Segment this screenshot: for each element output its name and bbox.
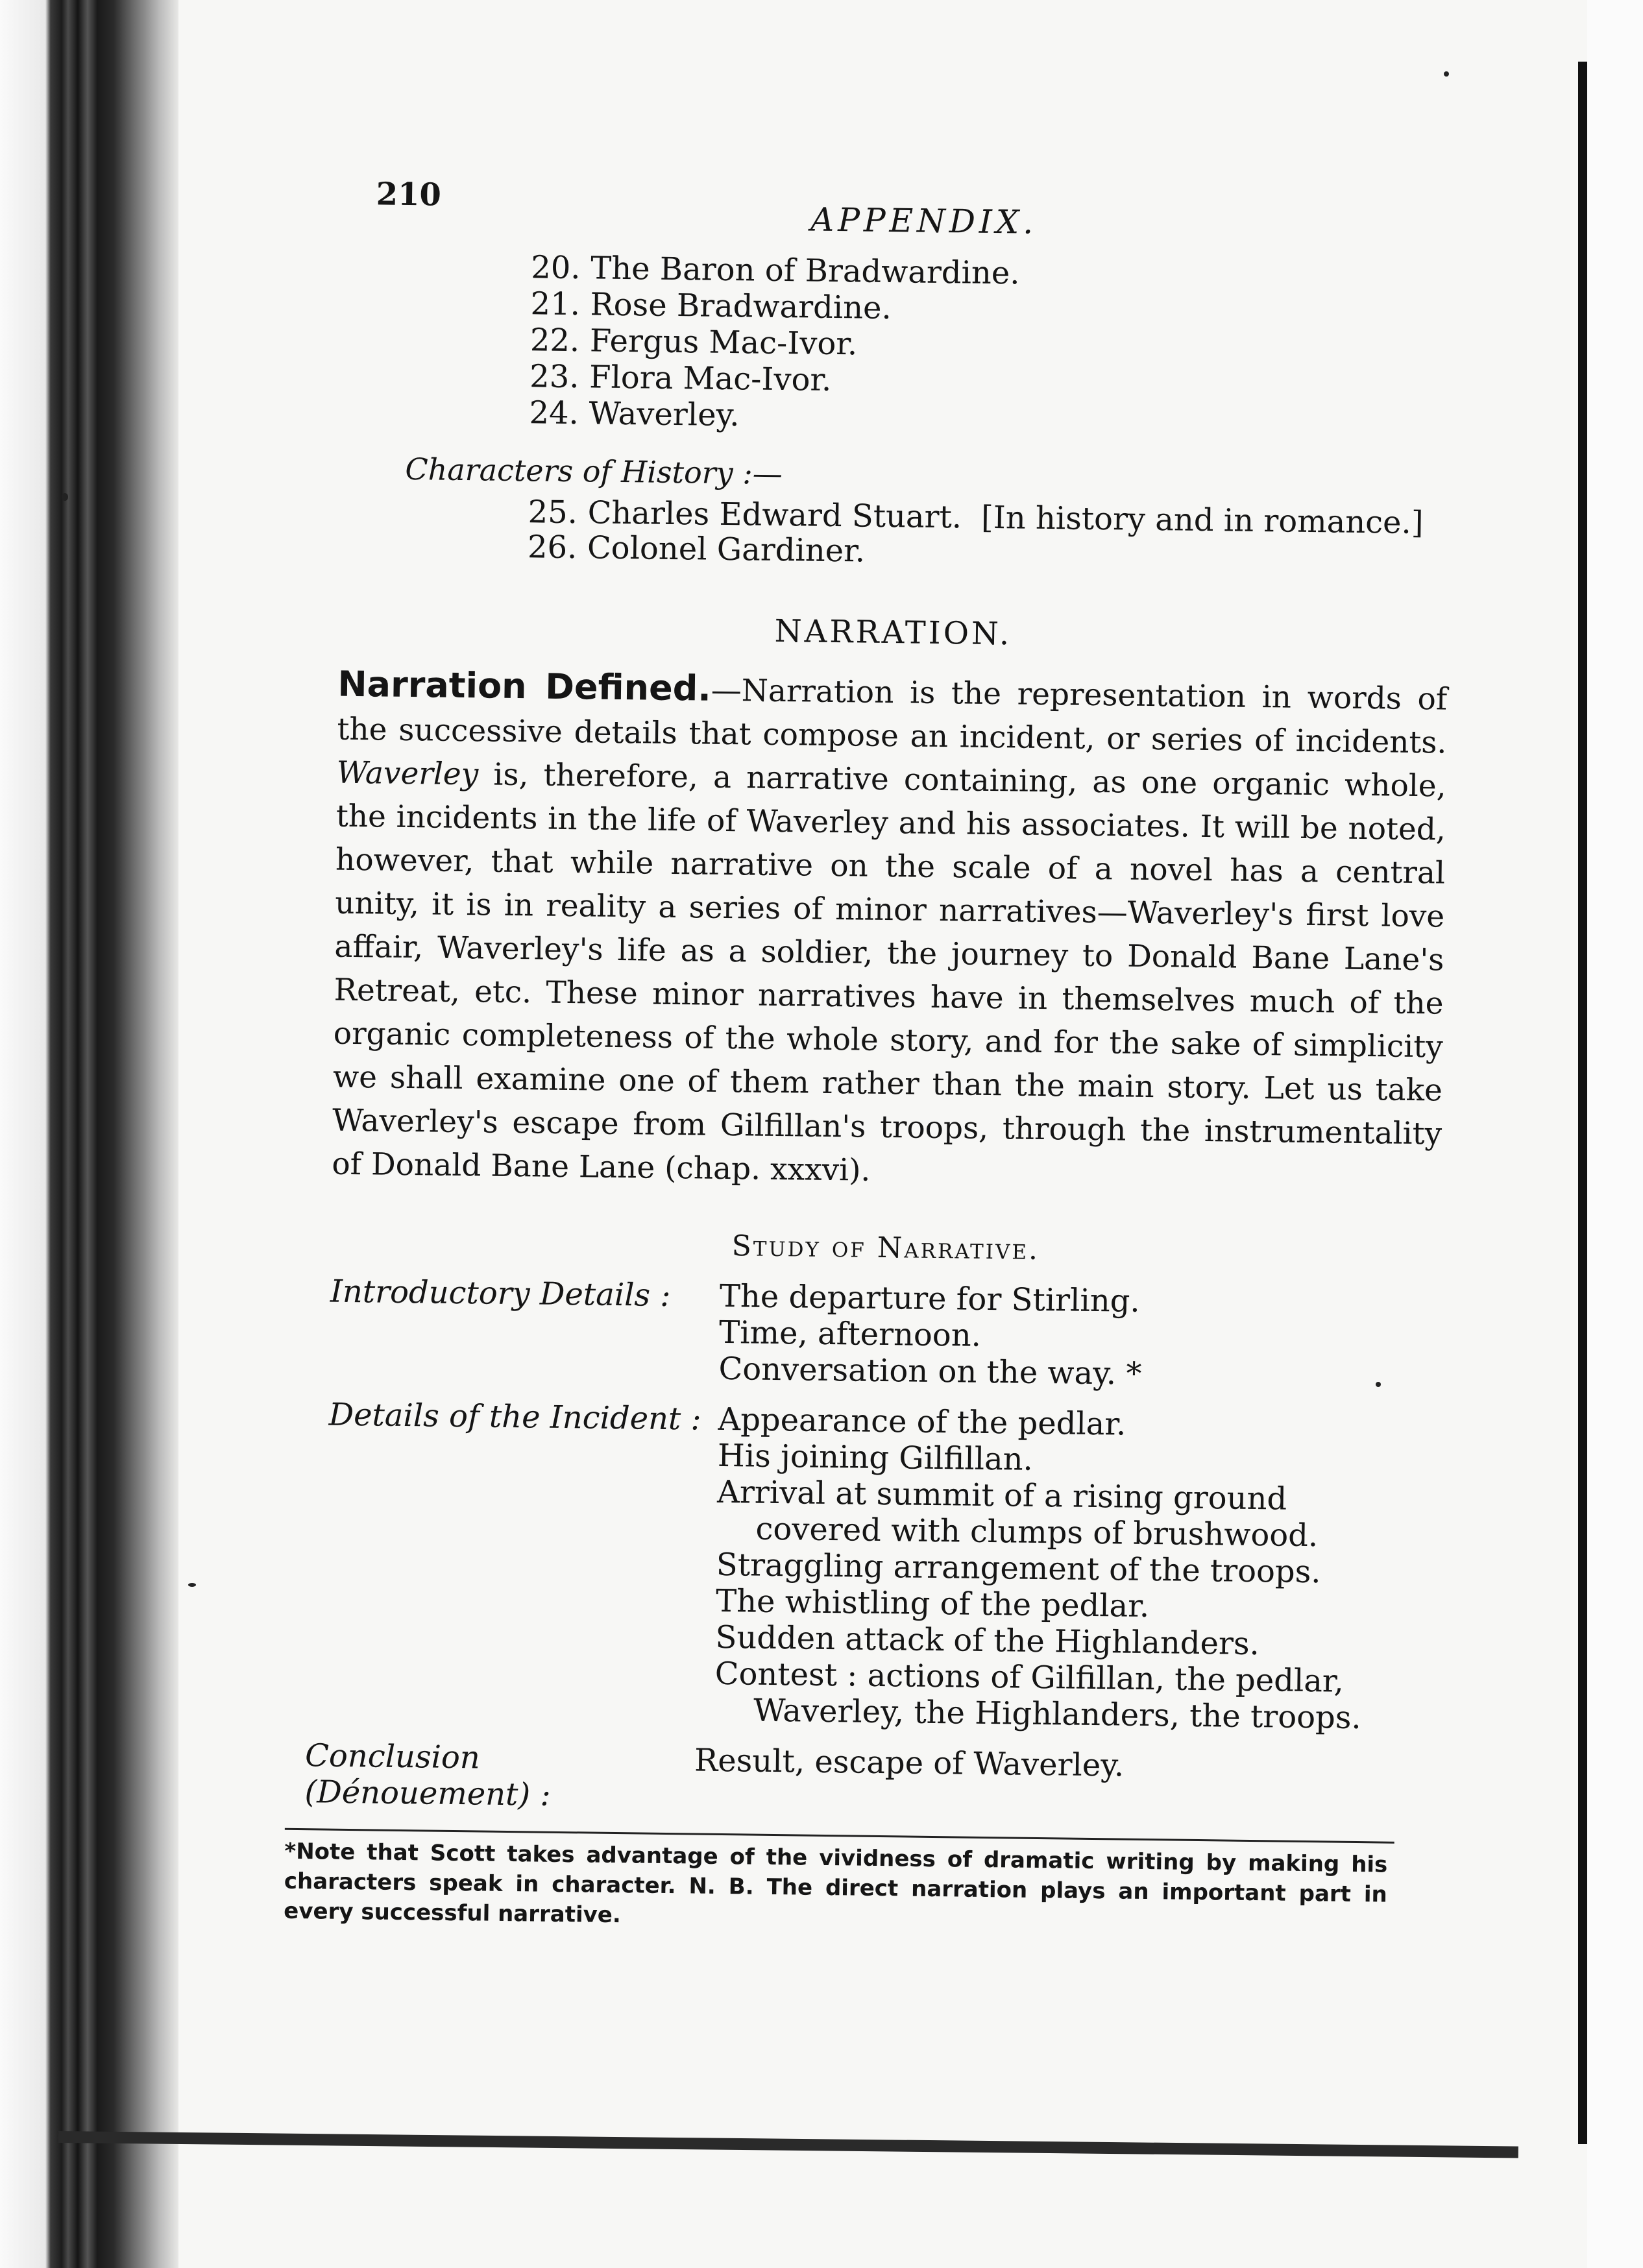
bottom-edge-shadow: [58, 2131, 1518, 2158]
speck: [188, 1583, 196, 1587]
speck: [1444, 71, 1449, 77]
item-number: 23.: [529, 358, 579, 396]
item-number: 26.: [527, 529, 578, 566]
outline-item: Arrival at summit of a rising ground: [716, 1473, 1287, 1517]
outline-item: The departure for Stirling.: [719, 1277, 1140, 1320]
item-number: 20.: [530, 249, 581, 287]
page-header: [304, 175, 1454, 261]
item-text: Colonel Gardiner.: [587, 529, 866, 570]
study-title: Study of Narrative.: [731, 1229, 1040, 1266]
character-list: [529, 249, 1452, 442]
item-text: Waverley.: [589, 395, 740, 434]
outline-item: Waverley, the Highlanders, the troops.: [753, 1692, 1362, 1737]
item-number: 22.: [529, 322, 580, 359]
item-text: Fergus Mac-Ivor.: [589, 322, 858, 363]
outline-items: [694, 1743, 1434, 1824]
section-title: NARRATION.: [774, 612, 1012, 653]
outline-item: Conversation on the way. *: [718, 1350, 1142, 1392]
history-character-list: [528, 494, 1450, 575]
outline-row-introductory: [310, 1273, 1440, 1395]
item-number: 24.: [529, 394, 579, 432]
paragraph-text: is, therefore, a narrative containing, as one organic whole, the incidents in the life of Waverley and his associates. It will be noted, however, that while narrative on the scale of a novel has a central unity, it is in reality a series of minor narratives—Waverley's first love affair, Waverley's life as a soldier, the journey to Donald Bane Lane's Retreat, etc. These minor narratives have in themselves much of the organic completeness of the whole story, and for the sake of simplicity we shall examine one of them rather than the main story. Let us take Waverley's escape from Gilfillan's troops, through the instrumentality of Donald Bane Lane (chap. xxxvi).: [332, 756, 1446, 1188]
item-text: The Baron of Bradwardine.: [590, 250, 1020, 292]
outline-item: Result, escape of Waverley.: [694, 1742, 1125, 1784]
paragraph-heading: Narration Defined.: [337, 663, 712, 709]
book-title: Waverley: [336, 754, 479, 793]
item-text: Rose Bradwardine.: [590, 286, 892, 327]
item-text: Flora Mac-Ivor.: [589, 359, 832, 398]
study-outline: [304, 1273, 1440, 1824]
outline-items: [714, 1401, 1439, 1737]
narration-paragraph: [332, 662, 1448, 1200]
outline-item: Contest : actions of Gilfillan, the pedlar,: [714, 1655, 1345, 1700]
footnote: *Note that Scott takes advantage of the vividness of dramatic writing by making his characters speak in character. N. B. The direct narration plays an important part in every successful narrative.: [284, 1838, 1388, 1929]
item-number: 21.: [530, 285, 581, 323]
outline-item: Appearance of the pedlar.: [718, 1401, 1126, 1443]
outline-row-incident: [306, 1396, 1439, 1737]
outline-label: Introductory Details :: [330, 1273, 671, 1314]
running-head: APPENDIX.: [810, 200, 1038, 241]
book-binding: [0, 0, 178, 2268]
outline-item: The whistling of the pedlar.: [715, 1582, 1150, 1625]
outline-label: Details of the Incident :: [328, 1396, 702, 1438]
outline-item: Time, afternoon.: [718, 1314, 982, 1354]
item-aside: [In history and in romance.]: [980, 499, 1424, 542]
paragraph-text: —Narration is the representation in words of the successive details that compose an incident, or series of incidents.: [337, 672, 1448, 761]
page-content: [284, 175, 1454, 1940]
outline-item: Straggling arrangement of the troops.: [716, 1546, 1321, 1591]
outline-label: Conclusion (Dénouement) :: [304, 1737, 551, 1813]
outline-row-conclusion: [304, 1737, 1434, 1824]
item-number: 25.: [528, 494, 578, 531]
page-number: 210: [376, 176, 442, 213]
outline-item: Sudden attack of the Highlanders.: [715, 1619, 1260, 1663]
right-margin: [1587, 0, 1643, 2268]
speck: [62, 493, 68, 501]
outline-items: [718, 1278, 1440, 1396]
outline-item: His joining Gilfillan.: [717, 1437, 1034, 1478]
history-label: Characters of History :—: [405, 451, 783, 492]
outline-item: covered with clumps of brushwood.: [755, 1510, 1319, 1554]
right-edge-rule: [1578, 62, 1587, 2144]
item-text: Charles Edward Stuart.: [587, 494, 962, 536]
